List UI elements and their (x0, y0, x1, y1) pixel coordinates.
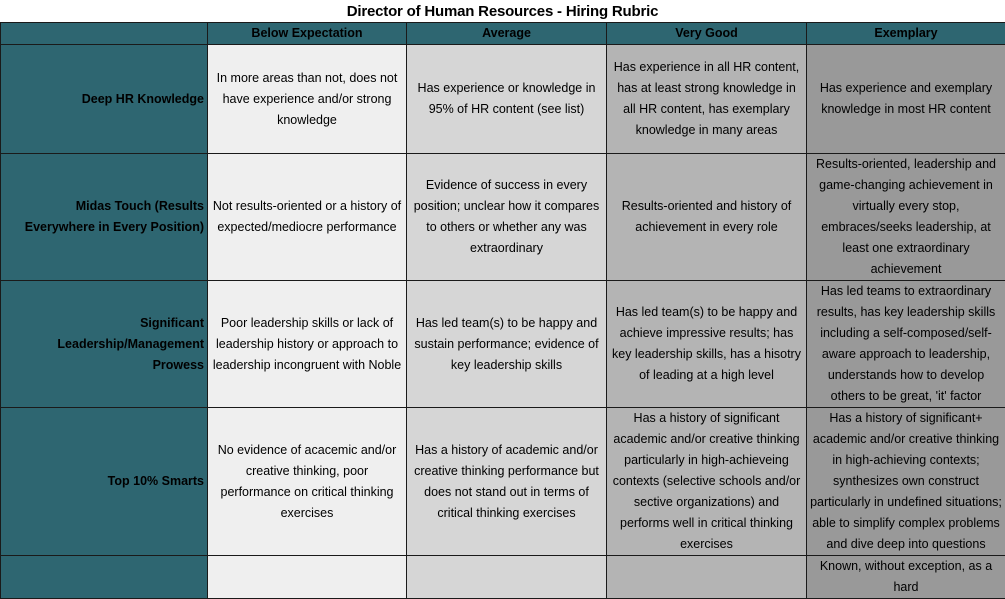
rubric-cell[interactable]: Poor leadership skills or lack of leadership history or approach to leadership incongruent with Noble (208, 281, 407, 408)
rubric-cell[interactable]: Has a history of academic and/or creative thinking performance but does not stand out in terms of critical thinking exercises (407, 408, 607, 556)
criterion-cell[interactable]: Top 10% Smarts (1, 408, 208, 556)
header-average[interactable]: Average (407, 23, 607, 45)
rubric-cell[interactable]: Results-oriented, leadership and game-changing achievement in virtually every stop, embraces/seeks leadership, at least one extraordinary achievement (807, 154, 1005, 281)
criterion-cell[interactable]: Deep HR Knowledge (1, 45, 208, 154)
rubric-cell[interactable]: Has led team(s) to be happy and sustain performance; evidence of key leadership skills (407, 281, 607, 408)
criterion-cell[interactable]: Significant Leadership/Management Prowess (1, 281, 208, 408)
header-exemplary[interactable]: Exemplary (807, 23, 1005, 45)
rubric-cell[interactable]: No evidence of acacemic and/or creative thinking, poor performance on critical thinking exercises (208, 408, 407, 556)
rubric-cell[interactable]: Has experience in all HR content, has at least strong knowledge in all HR content, has exemplary knowledge in many areas (607, 45, 807, 154)
rubric-cell[interactable]: In more areas than not, does not have experience and/or strong knowledge (208, 45, 407, 154)
rubric-cell[interactable]: Has led team(s) to be happy and achieve impressive results; has key leadership skills, has a hisotry of leading at a high level (607, 281, 807, 408)
rubric-cell[interactable] (208, 556, 407, 599)
header-corner-cell[interactable] (1, 23, 208, 45)
rubric-cell[interactable] (407, 556, 607, 599)
table-row (1, 45, 1005, 154)
table-row (1, 556, 1005, 599)
header-row (1, 23, 1005, 45)
rubric-cell[interactable]: Has a history of significant+ academic and/or creative thinking in high-achieving contexts; synthesizes own construct particularly in undefined situations; able to simplify complex problems and dive deep into questions (807, 408, 1005, 556)
rubric-cell[interactable]: Results-oriented and history of achievement in every role (607, 154, 807, 281)
rubric-cell[interactable]: Evidence of success in every position; unclear how it compares to others or whether any was extraordinary (407, 154, 607, 281)
table-row (1, 154, 1005, 281)
rubric-cell[interactable]: Has experience and exemplary knowledge in most HR content (807, 45, 1005, 154)
table-row (1, 281, 1005, 408)
criterion-cell[interactable]: Midas Touch (Results Everywhere in Every Position) (1, 154, 208, 281)
header-below-expectation[interactable]: Below Expectation (208, 23, 407, 45)
header-very-good[interactable]: Very Good (607, 23, 807, 45)
rubric-cell[interactable]: Not results-oriented or a history of expected/mediocre performance (208, 154, 407, 281)
rubric-cell[interactable]: Known, without exception, as a hard (807, 556, 1005, 599)
rubric-cell[interactable]: Has experience or knowledge in 95% of HR content (see list) (407, 45, 607, 154)
page-title: Director of Human Resources - Hiring Rubric (0, 0, 1005, 22)
criterion-cell[interactable] (1, 556, 208, 599)
rubric-cell[interactable] (607, 556, 807, 599)
rubric-cell[interactable]: Has a history of significant academic and/or creative thinking particularly in high-achieveing contexts (selective schools and/or sective organizations) and performs well in critical thinking exercises (607, 408, 807, 556)
rubric-cell[interactable]: Has led teams to extraordinary results, has key leadership skills including a self-composed/self-aware approach to leadership, understands how to develop others to be great, 'it' factor (807, 281, 1005, 408)
table-row (1, 408, 1005, 556)
rubric-table (0, 22, 1005, 599)
